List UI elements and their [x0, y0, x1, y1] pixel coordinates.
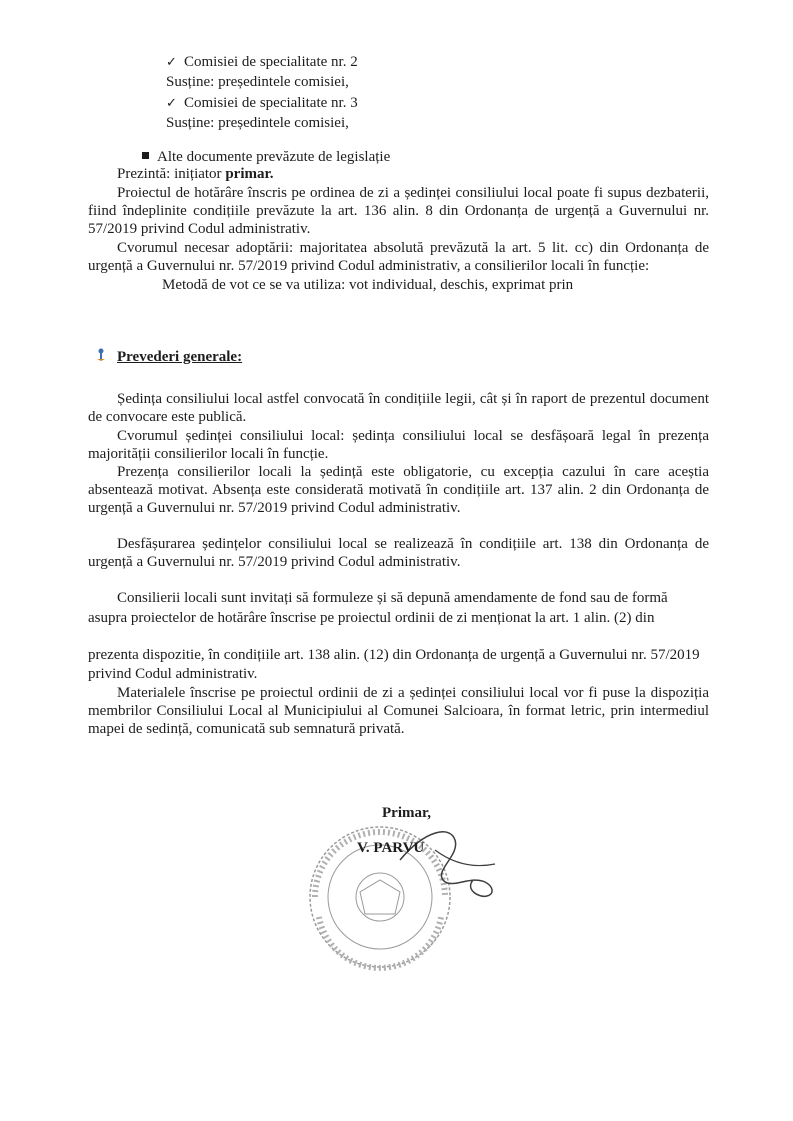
checkmark-icon: ✓ — [166, 55, 177, 70]
paragraph-text: Consilierii locali sunt invitați să formuleze și să depună amendamente de fond sau de formă — [117, 590, 668, 606]
paragraph-text: Materialele înscrise pe proiectul ordinii de zi a ședinței consiliului local vor fi puse la dispoziția membrilor Consiliului Local al Municipiului al Comunei Salcioara, în format letric, prin intermediul mapei de sedință, comunicată sub semnatură privată. — [88, 685, 709, 737]
checkmark-icon: ✓ — [166, 96, 177, 111]
paragraph-project — [88, 184, 709, 238]
paragraph-text: Proiectul de hotărâre înscris pe ordinea de zi a ședinței consiliului local poate fi supus dezbaterii, fiind îndeplinite condițiile prevăzute la art. 136 alin. 8 din Ordonanța de urgență a Guvernului nr. 57/2019 privind Codul administrativ. — [88, 185, 709, 237]
bullet-text: Alte documente prevăzute de legislație — [157, 149, 391, 165]
list-item-commission-2 — [166, 53, 358, 72]
paragraph-quorum-session — [88, 427, 709, 463]
voting-method: Metodă de vot ce se va utiliza: vot individual, deschis, exprimat prin — [162, 277, 574, 293]
list-item-text: Comisiei de specialitate nr. 3 — [184, 95, 358, 111]
handwritten-signature — [395, 820, 505, 900]
paragraph-amendments-cont: asupra proiectelor de hotărâre înscrise pe proiectul ordinii de zi menționat la art. 1 alin. (2) din — [88, 610, 655, 626]
paragraph-public-session — [88, 390, 709, 426]
paragraph-amendments — [88, 589, 709, 607]
signatory-name: V. PARVU — [357, 840, 425, 856]
list-item-commission-3 — [166, 94, 358, 113]
support-line: Susține: președintele comisiei, — [166, 74, 349, 90]
paragraph-text: Ședința consiliului local astfel convocată în condițiile legii, cât și în raport de prezentul document de convocare este publică. — [88, 391, 709, 425]
presenter-line — [117, 165, 274, 183]
bullet-icon — [142, 152, 149, 159]
paragraph-text: Desfășurarea ședințelor consiliului local se realizează în condițiile art. 138 din Ordonanța de urgență a Guvernului nr. 57/2019 privind Codul administrativ. — [88, 536, 709, 570]
support-line: Susține: președintele comisiei, — [166, 115, 349, 131]
paragraph-quorum-adoption — [88, 239, 709, 275]
paragraph-disposition: prezenta dispozitie, în condițiile art. 138 alin. (12) din Ordonanța de urgență a Guvernului nr. 57/2019 — [88, 647, 700, 663]
paragraph-materials — [88, 684, 709, 738]
list-item-text: Comisiei de specialitate nr. 2 — [184, 54, 358, 70]
paragraph-text: Prezența consilierilor locali la ședință este obligatorie, cu excepția cazului în care aceștia absentează motivat. Absența este considerată motivată în condițiile art. 137 alin. 2 din Ordonanța de urgență a Guvernului nr. 57/2019 privind Codul administrativ. — [88, 464, 709, 516]
presenter-value: primar. — [225, 166, 274, 182]
bullet-other-documents — [142, 148, 390, 166]
paragraph-text: Cvorumul ședinței consiliului local: ședința consiliului local se desfășoară legal în prezența majorității consilierilor locali în funcție. — [88, 428, 709, 462]
paragraph-disposition-cont: privind Codul administrativ. — [88, 666, 258, 682]
paragraph-text: Cvorumul necesar adoptării: majoritatea absolută prevăzută la art. 5 lit. cc) din Ordonanța de urgență a Guvernului nr. 57/2019 privind Codul administrativ, a consilierilor locali în funcție: — [88, 240, 709, 274]
signature-title: Primar, — [382, 805, 432, 821]
presenter-label: Prezintă: inițiator — [117, 166, 226, 182]
paragraph-presence — [88, 463, 709, 517]
pin-icon — [95, 347, 107, 366]
heading-text: Prevederi generale: — [117, 349, 243, 365]
section-heading — [95, 347, 242, 366]
paragraph-conduct — [88, 535, 709, 571]
